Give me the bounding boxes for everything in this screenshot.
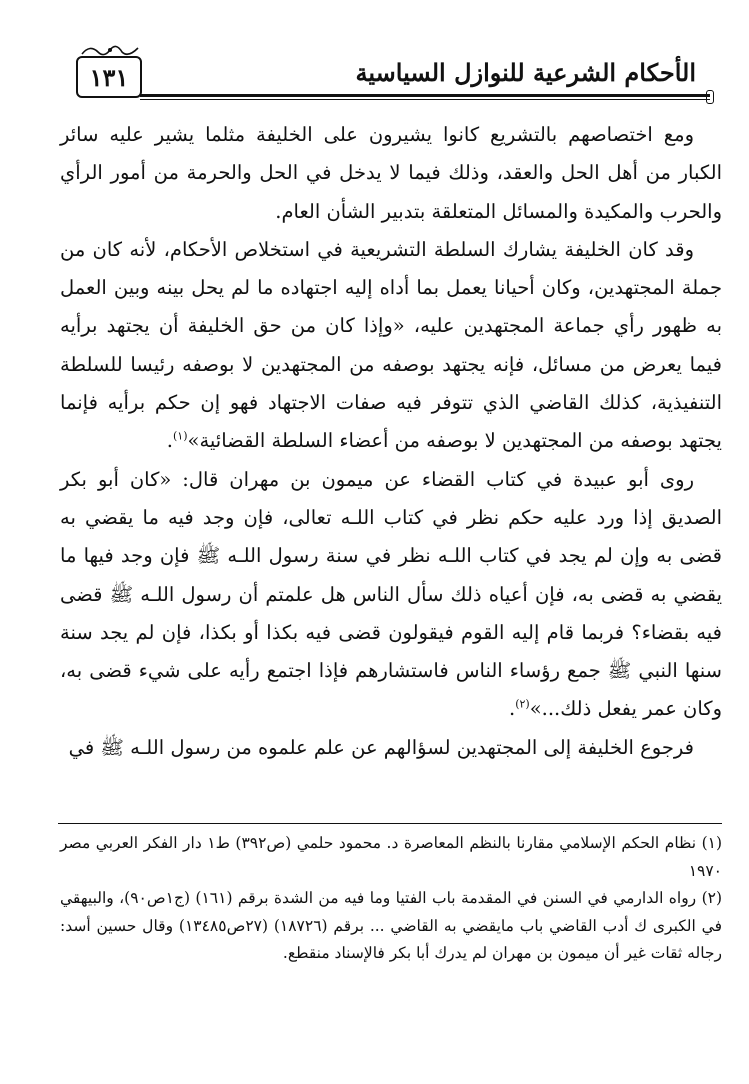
paragraph: وقد كان الخليفة يشارك السلطة التشريعية في استخلاص الأحكام، لأنه كان من جملة المجتهدين، وكان أحيانا يعمل بما أداه إليه اجتهاده ما لم يحل بينه وبين العمل به ظهور رأي جماعة المجتهدين عليه، «وإذا كان من حق الخليفة أن يجتهد برأيه فيما يعرض من مسائل، فإنه يجتهد بوصفه من المجتهدين لا بوصفه رئيسا للسلطة التنفيذية، كذلك القاضي الذي تتوفر فيه صفات الاجتهاد فهو إن حكم برأيه فإنما يجتهد بوصفه من المجتهدين لا بوصفه من أعضاء السلطة القضائية»$^{(١)}$.: [60, 237, 722, 453]
footnote-ref[interactable]: (٢): [515, 697, 530, 711]
footnotes: [60, 830, 722, 968]
paragraph: فرجوع الخليفة إلى المجتهدين لسؤالهم عن علم علموه من رسول اللـه ﷺ في: [68, 735, 694, 759]
header-rule-thick: [140, 94, 710, 97]
page-number: ١٣١: [76, 56, 142, 98]
main-text: [60, 116, 722, 767]
header-rule-end-ornament: [706, 90, 714, 104]
footnote: (١) نظام الحكم الإسلامي مقارنا بالنظم المعاصرة د. محمود حلمي (ص٣٩٢) ط١ دار الفكر العربي مصر ١٩٧٠: [60, 834, 723, 880]
footnote: (٢) رواه الدارمي في السنن في المقدمة باب الفتيا وما فيه من الشدة برقم (١٦١) (ج١ص٩٠)، والبيهقي في الكبرى ك أدب القاضي باب مايقضي به القاضي ... برقم (١٨٧٢٦) (٢٧ص١٣٤٨٥) وقال حسين أسد: رجاله ثقات غير أن ميمون بن مهران لم يدرك أبا بكر فالإسناد منقطع.: [60, 889, 723, 962]
footnote-ref[interactable]: (١): [173, 429, 188, 443]
page-header: [70, 44, 710, 104]
footnote-divider: [58, 823, 722, 824]
header-rule-thin: [140, 99, 710, 100]
running-title: الأحكام الشرعية للنوازل السياسية: [355, 58, 696, 87]
paragraph: ومع اختصاصهم بالتشريع كانوا يشيرون على الخليفة مثلما يشير عليه سائر الكبار من أهل الحل والعقد، وذلك فيما لا يدخل في الحل والحرمة من أمور الرأي والحرب والمكيدة والمسائل المتعلقة بتدبير الشأن العام.: [60, 123, 722, 223]
paragraph: روى أبو عبيدة في كتاب القضاء عن ميمون بن مهران قال: «كان أبو بكر الصديق إذا ورد عليه حكم نظر في كتاب اللـه تعالى، فإن وجد فيه ما يقضي به قضى به وإن لم يجد في كتاب اللـه نظر في سنة رسول اللـه ﷺ فإن وجد فيها ما يقضي به قضى به، فإن أعياه ذلك سأل الناس هل علمتم أن رسول اللـه ﷺ قضى فيه بقضاء؟ فربما قام إليه القوم فيقولون قضى فيه بكذا أو بكذا، فإن لم يجد سنة سنها النبي ﷺ جمع رؤساء الناس فاستشارهم فإذا اجتمع رأيه على شيء قضى به، وكان عمر يفعل ذلك...»$^{(٢)}$.: [60, 467, 722, 721]
